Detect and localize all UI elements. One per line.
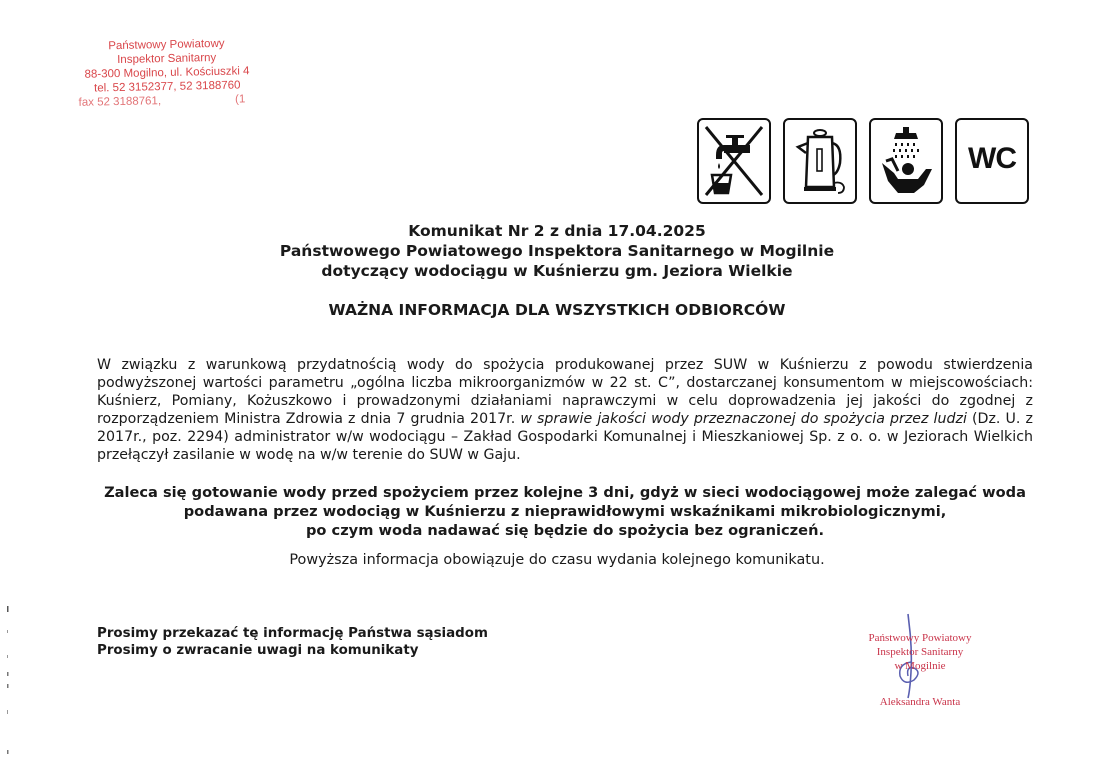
important-notice-heading: WAŻNA INFORMACJA DLA WSZYSTKICH ODBIORCÓW [328,301,786,319]
stamp-line [72,92,262,110]
requests-block [97,625,488,659]
stamp-top-left [71,36,262,110]
body-part-1: W związku z warunkową przydatnością wody do spożycia produkowanej przez SUW w Kuśnierzu z powodu stwierdzenia podwyższonej wartości parametru „ogólna liczba mikroorganizmów w 22 st. C”, dostarczanej konsumentom w miejscowościach: Kuśnierz, Pomiany, Kożuszkowo i prowadzonymi działaniami naprawczymi w celu doprowadzenia jej jakości do zgodnej z rozporządzeniem Ministra Zdrowia z dnia 7 grudnia 2017r. [97,357,1033,427]
body-italic-title: w sprawie jakości wody przeznaczonej do spożycia przez ludzi [520,410,967,427]
request-line: Prosimy przekazać tę informację Państwa sąsiadom [97,626,488,641]
shower-bath-icon [869,118,943,204]
stamp-line: tel. 52 3152377, 52 3188760 [93,79,241,95]
body-part-2: (Dz. U. z 2017r., poz. 2294) administrator w/w wodociągu – Zakład Gospodarki Komunalnej i Mieszkaniowej Sp. z o. o. w Jeziorach Wielkich przełączył zasilanie w wodę na w/w terenie do SUW w Gaju. [97,410,1033,463]
recommendation-line: podawana przez wodociąg w Kuśnierzu z nieprawidłowymi wskaźnikami mikrobiologicznymi, [183,503,947,520]
stamp-line: Państwowy Powiatowy [868,632,972,644]
signature-stamp [855,631,985,709]
body-paragraph [97,357,1033,464]
stamp-line: Inspektor Sanitarny [876,646,964,658]
recommendation-line: Zaleca się gotowanie wody przed spożyciem przez kolejne 3 dni, gdyż w sieci wodociągowej może zalegać woda [104,484,1026,501]
communique-title: Komunikat Nr 2 z dnia 17.04.2025 [408,222,706,240]
kettle-icon [783,118,857,204]
recommendation-line: po czym woda nadawać się będzie do spożycia bez ograniczeń. [305,522,824,539]
stamp-fax: fax 52 3188761, [78,95,162,109]
tap-water-crossed-icon [697,118,771,204]
scan-margin-marks [4,600,14,770]
wc-label: WC [968,142,1016,175]
request-line: Prosimy o zwracanie uwagi na komunikaty [97,643,419,658]
issuer-line: Państwowego Powiatowego Inspektora Sanitarnego w Mogilnie [279,242,835,260]
stamp-line: Inspektor Sanitarny [117,51,217,67]
wc-icon [955,118,1029,204]
subject-line: dotyczący wodociągu w Kuśnierzu gm. Jeziora Wielkie [321,262,793,280]
stamp-line: w Mogilnie [894,660,946,672]
stamp-mark: (1 [234,93,246,106]
stamp-line: Państwowy Powiatowy [108,37,225,53]
signatory-name: Aleksandra Wanta [879,696,961,708]
validity-note: Powyższa informacja obowiązuje do czasu wydania kolejnego komunikatu. [289,552,825,568]
communique-header [0,221,1114,281]
stamp-line: 88-300 Mogilno, ul. Kościuszki 4 [84,65,250,81]
recommendation-block [80,483,1050,540]
icon-row [697,118,1027,203]
